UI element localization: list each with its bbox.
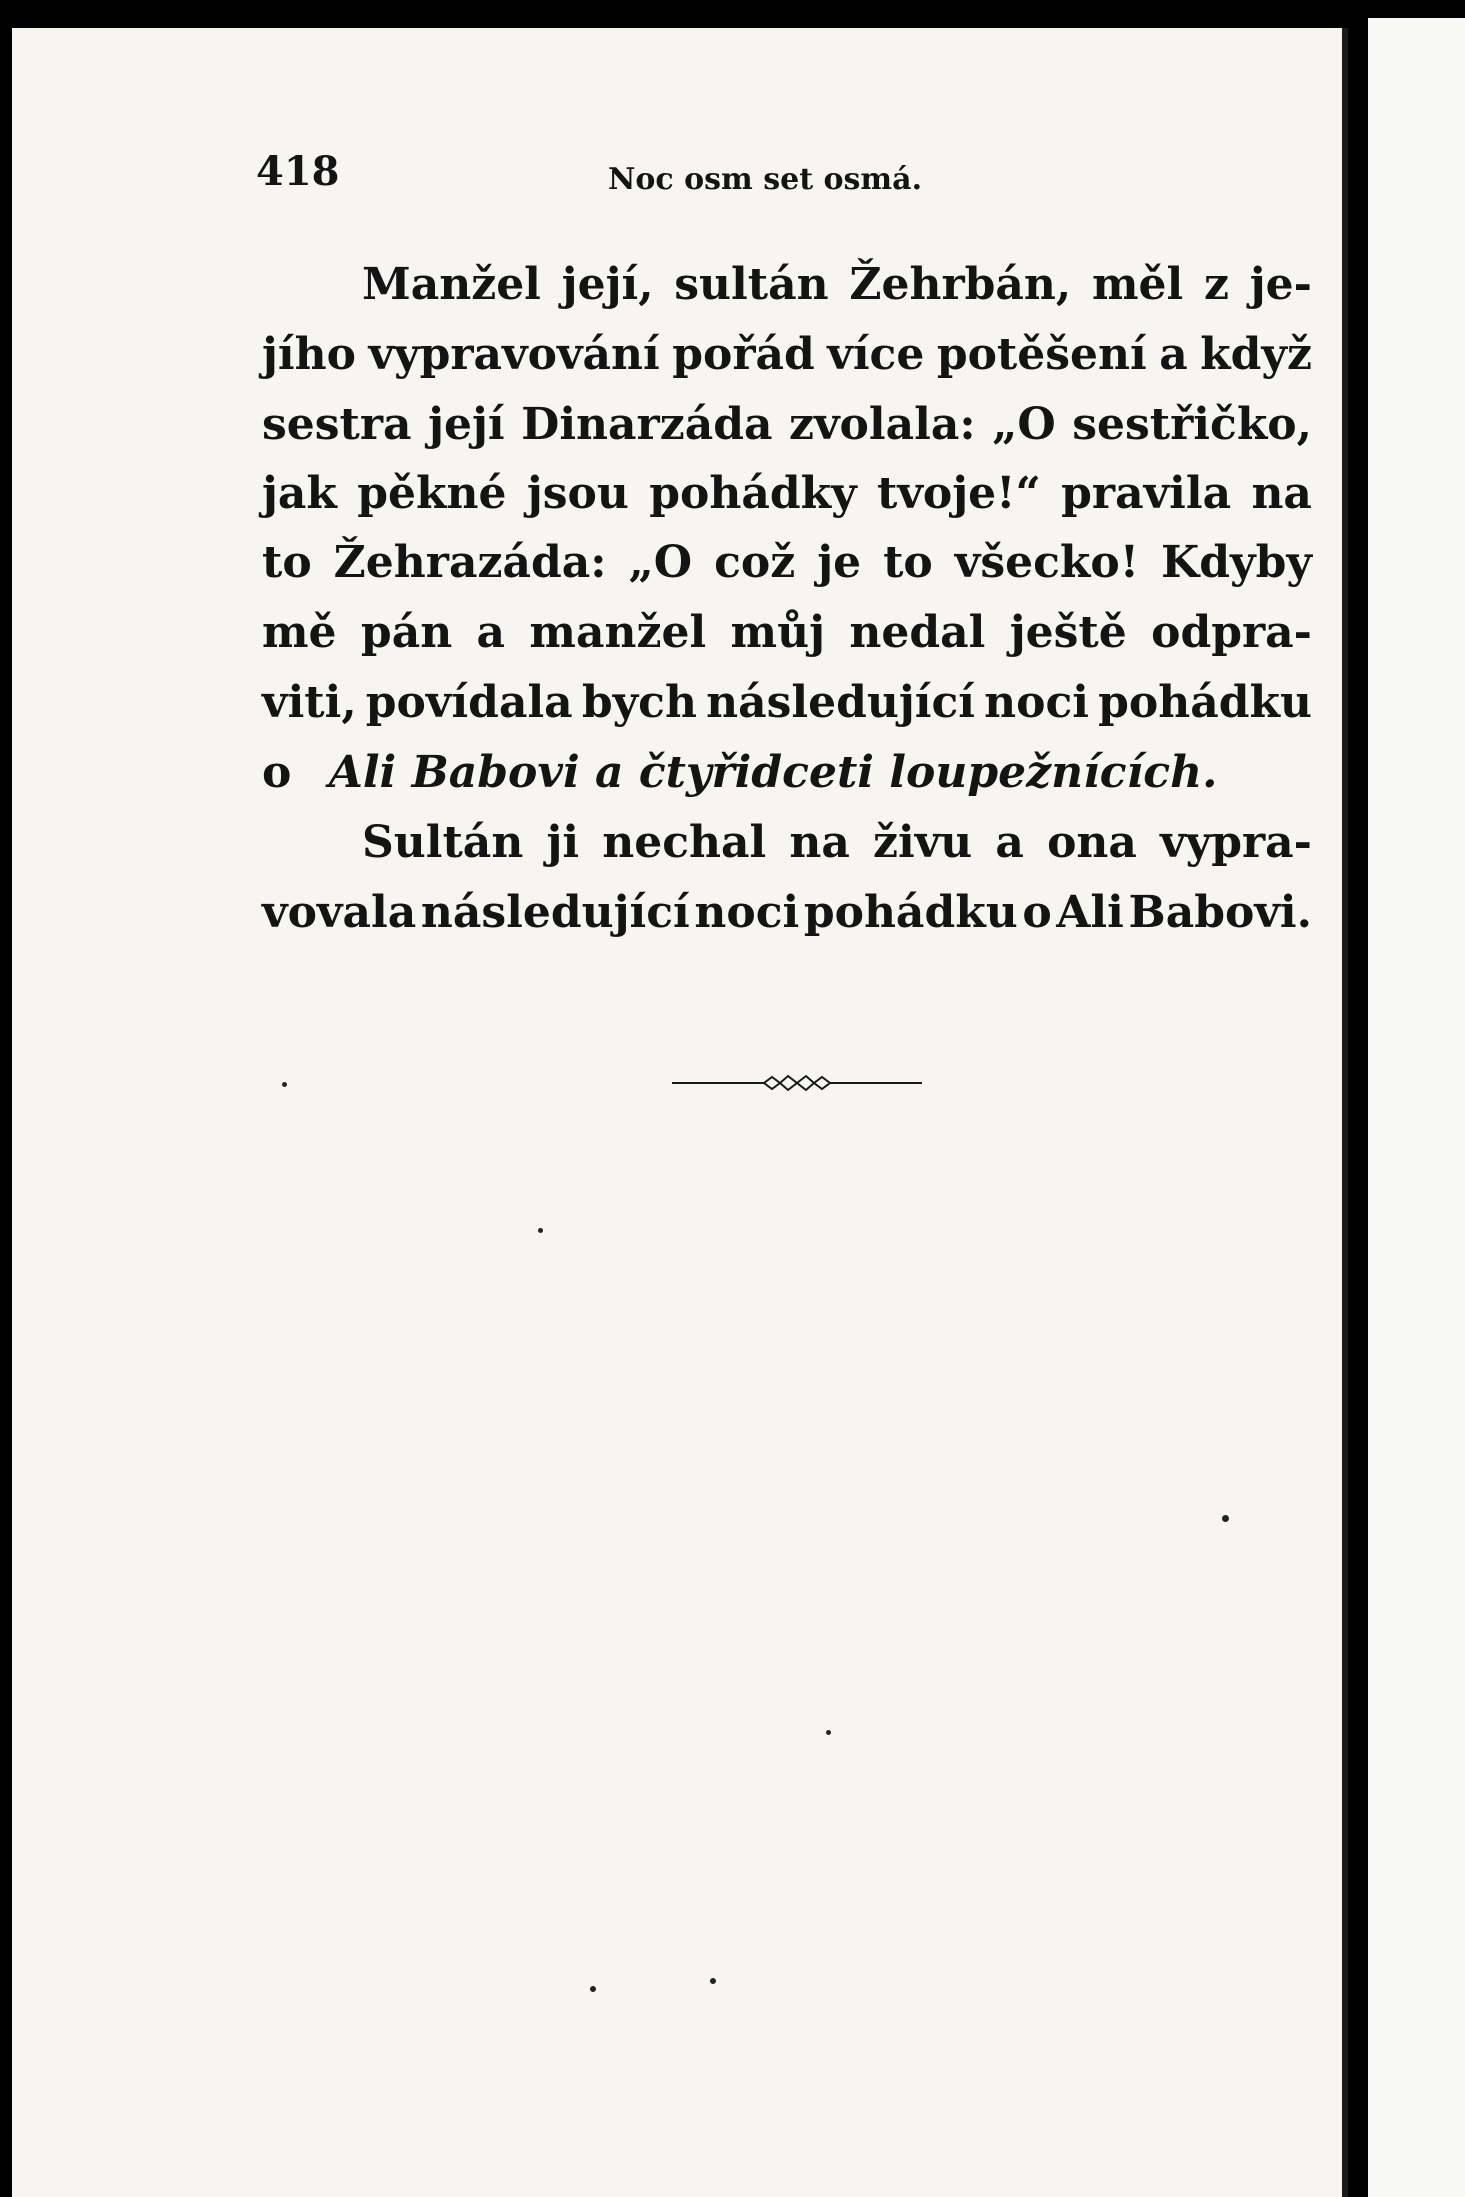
running-title: Noc osm set osmá. bbox=[608, 162, 923, 197]
adjacent-page-edge bbox=[1368, 18, 1465, 2197]
paper-speck bbox=[590, 1986, 596, 1992]
page-header bbox=[246, 148, 1326, 208]
page-number: 418 bbox=[256, 148, 340, 195]
paper-speck bbox=[538, 1228, 543, 1233]
paper-speck bbox=[1222, 1515, 1229, 1522]
paper-speck bbox=[826, 1730, 831, 1735]
paper-speck bbox=[282, 1082, 287, 1087]
paper-speck bbox=[710, 1978, 716, 1984]
section-ornament bbox=[672, 1068, 922, 1098]
